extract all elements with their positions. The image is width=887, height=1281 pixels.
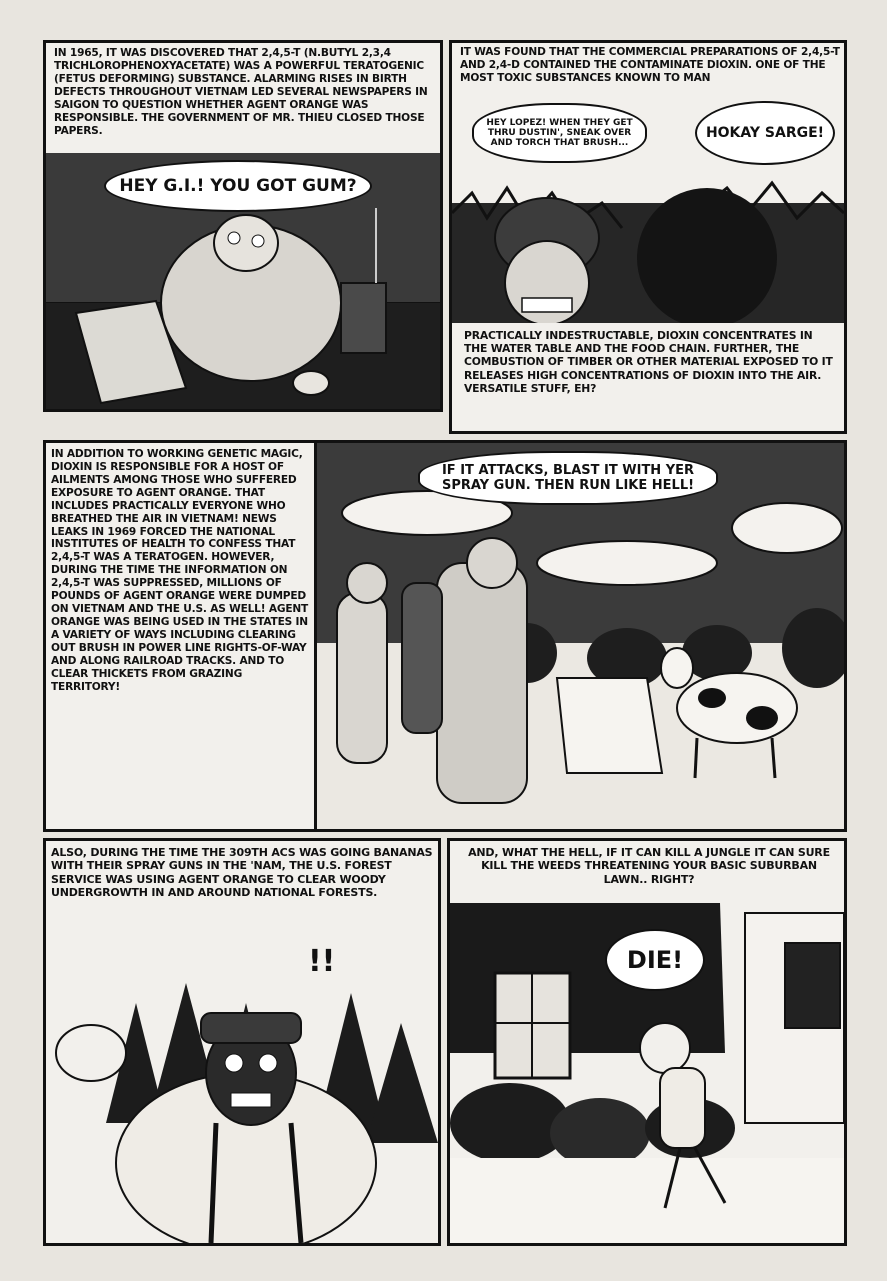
- panel-5: [447, 838, 847, 1246]
- panel-4-exclamation-marks: [304, 939, 364, 979]
- panel-5-caption: AND, WHAT THE HELL, IF IT CAN KILL A JUNGLE IT CAN SURE KILL THE WEEDS THREATENING YOUR BASIC SUBURBAN LAWN.. RIGHT?: [468, 846, 830, 886]
- panel-4-art: [46, 943, 438, 1243]
- panel-1-caption: IN 1965, IT WAS DISCOVERED THAT 2,4,5-T (N.BUTYL 2,3,4 TRICHLOROPHENOXYACETATE) WAS A POWERFUL TERATOGENIC (FETUS DEFORMING) SUBSTANCE. ALARMING RISES IN BIRTH DEFECTS THROUGHOUT VIETNAM LED SEVERAL NEWSPAPERS IN SAIGON TO QUESTION WHETHER AGENT ORANGE WAS RESPONSIBLE. THE GOVERNMENT OF MR. THIEU CLOSED THOSE PAPERS.: [54, 47, 428, 137]
- panel-2-speech-balloon-right: HOKAY SARGE!: [695, 101, 835, 165]
- panel-4: [43, 838, 441, 1246]
- panel-4-exclaim-text: !!: [308, 944, 336, 979]
- panel-2: [449, 40, 847, 434]
- panel-1-speech-balloon: HEY G.I.! YOU GOT GUM?: [104, 160, 372, 212]
- panel-2-caption: IT WAS FOUND THAT THE COMMERCIAL PREPARATIONS OF 2,4,5-T AND 2,4-D CONTAINED THE CONTAMINATE DIOXIN. ONE OF THE MOST TOXIC SUBSTANCES KNOWN TO MAN: [460, 46, 840, 84]
- panel-4-caption: ALSO, DURING THE TIME THE 309TH ACS WAS GOING BANANAS WITH THEIR SPRAY GUNS IN THE 'NAM, THE U.S. FOREST SERVICE WAS USING AGENT ORANGE TO CLEAR WOODY UNDERGROWTH IN AND AROUND NATIONAL FORESTS.: [51, 846, 433, 900]
- panel-2-speech-balloon-left: HEY LOPEZ! WHEN THEY GET THRU DUSTIN', SNEAK OVER AND TORCH THAT BRUSH...: [472, 103, 647, 163]
- panel-5-speech-balloon: DIE!: [605, 929, 705, 991]
- panel-3-caption: IN ADDITION TO WORKING GENETIC MAGIC, DIOXIN IS RESPONSIBLE FOR A HOST OF AILMENTS AMONG THOSE WHO SUFFERED EXPOSURE TO AGENT ORANGE. THAT INCLUDES PRACTICALLY EVERYONE WHO BREATHED THE AIR IN VIETNAM! NEWS LEAKS IN 1969 FORCED THE NATIONAL INSTITUTES OF HEALTH TO CONFESS THAT 2,4,5-T WAS A TERATOGEN. HOWEVER, DURING THE TIME THE INFORMATION ON 2,4,5-T WAS SUPPRESSED, MILLIONS OF POUNDS OF AGENT ORANGE WERE DUMPED ON VIETNAM AND THE U.S. AS WELL! AGENT ORANGE WAS BEING USED IN THE STATES IN A VARIETY OF WAYS INCLUDING CLEARING OUT BRUSH IN POWER LINE RIGHTS-OF-WAY AND ALONG RAILROAD TRACKS. AND TO CLEAR THICKETS FROM GRAZING TERRITORY!: [51, 448, 309, 693]
- panel-3-speech-balloon: IF IT ATTACKS, BLAST IT WITH YER SPRAY GUN. THEN RUN LIKE HELL!: [418, 451, 718, 505]
- panel-2-caption-bottom: PRACTICALLY INDESTRUCTABLE, DIOXIN CONCENTRATES IN THE WATER TABLE AND THE FOOD CHAIN. FURTHER, THE COMBUSTION OF TIMBER OR OTHER MATERIAL EXPOSED TO IT RELEASES HIGH CONCENTRATIONS OF DIOXIN INTO THE AIR. VERSATILE STUFF, EH?: [464, 329, 833, 395]
- panel-3: [43, 440, 847, 832]
- panel-1: [43, 40, 443, 412]
